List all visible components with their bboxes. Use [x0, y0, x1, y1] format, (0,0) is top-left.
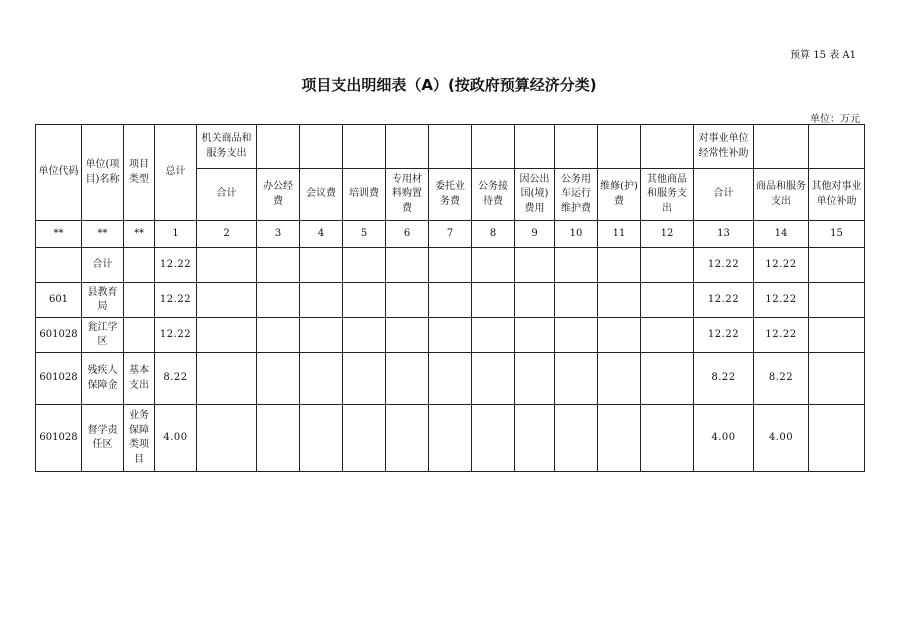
- page-title: 项目支出明细表（A）(按政府预算经济分类): [301, 76, 597, 94]
- header-office: 办公经费: [257, 169, 300, 221]
- header-repair: 维修(护)费: [598, 169, 641, 221]
- empty-cell: [429, 318, 472, 353]
- row-goods-services: 12.22: [754, 318, 809, 353]
- row-name: 督学责任区: [82, 405, 124, 472]
- empty-cell: [300, 405, 343, 472]
- empty-cell: [197, 353, 257, 405]
- index-cell: 7: [429, 221, 472, 248]
- empty-cell: [598, 248, 641, 283]
- empty-cell: [555, 405, 598, 472]
- row-code: 601028: [36, 353, 82, 405]
- row-type: 业务保障类项目: [124, 405, 155, 472]
- empty-cell: [343, 318, 386, 353]
- empty-cell: [515, 283, 555, 318]
- empty-cell: [472, 283, 515, 318]
- empty-cell: [809, 283, 865, 318]
- row-goods-services: 8.22: [754, 353, 809, 405]
- table-row: [36, 353, 865, 405]
- header-subsidy-total: 合计: [694, 169, 754, 221]
- row-code: [36, 248, 82, 283]
- index-cell: 4: [300, 221, 343, 248]
- row-total: 12.22: [155, 248, 197, 283]
- row-name: 合计: [82, 248, 124, 283]
- index-cell: 12: [641, 221, 694, 248]
- empty-cell: [555, 353, 598, 405]
- header-empty-cell: [386, 125, 429, 169]
- empty-cell: [641, 405, 694, 472]
- header-empty-cell: [641, 125, 694, 169]
- header-empty-cell: [472, 125, 515, 169]
- header-reception: 公务接待费: [472, 169, 515, 221]
- row-subsidy-total: 12.22: [694, 283, 754, 318]
- empty-cell: [598, 318, 641, 353]
- header-vehicle: 公务用车运行维护费: [555, 169, 598, 221]
- header-commission: 委托业务费: [429, 169, 472, 221]
- header-meeting: 会议费: [300, 169, 343, 221]
- empty-cell: [429, 283, 472, 318]
- empty-cell: [257, 283, 300, 318]
- row-subsidy-total: 4.00: [694, 405, 754, 472]
- header-empty-cell: [429, 125, 472, 169]
- row-total: 12.22: [155, 283, 197, 318]
- header-special-material: 专用材料购置费: [386, 169, 429, 221]
- index-cell: 6: [386, 221, 429, 248]
- row-code: 601028: [36, 318, 82, 353]
- index-cell: 9: [515, 221, 555, 248]
- empty-cell: [809, 405, 865, 472]
- empty-cell: [386, 353, 429, 405]
- empty-cell: [300, 318, 343, 353]
- header-empty-cell: [555, 125, 598, 169]
- empty-cell: [641, 318, 694, 353]
- header-unit-code: 单位代码: [36, 125, 82, 221]
- empty-cell: [197, 283, 257, 318]
- index-cell: 5: [343, 221, 386, 248]
- table-row: [36, 405, 865, 472]
- index-cell: 8: [472, 221, 515, 248]
- empty-cell: [343, 248, 386, 283]
- row-type: [124, 248, 155, 283]
- header-other-goods: 其他商品和服务支出: [641, 169, 694, 221]
- header-empty-cell: [343, 125, 386, 169]
- empty-cell: [386, 283, 429, 318]
- header-empty-cell: [257, 125, 300, 169]
- empty-cell: [429, 405, 472, 472]
- empty-cell: [641, 353, 694, 405]
- header-other-subsidy: 其他对事业单位补助: [809, 169, 865, 221]
- index-cell: 15: [809, 221, 865, 248]
- table-number: 预算 15 表 A1: [790, 50, 856, 61]
- index-cell: 13: [694, 221, 754, 248]
- index-cell: 10: [555, 221, 598, 248]
- row-name: 县教育局: [82, 283, 124, 318]
- empty-cell: [555, 283, 598, 318]
- empty-cell: [343, 283, 386, 318]
- index-cell: 3: [257, 221, 300, 248]
- empty-cell: [386, 318, 429, 353]
- row-type: 基本支出: [124, 353, 155, 405]
- empty-cell: [555, 318, 598, 353]
- table-row: [36, 248, 865, 283]
- empty-cell: [472, 405, 515, 472]
- header-goods-services: 商品和服务支出: [754, 169, 809, 221]
- index-cell: **: [36, 221, 82, 248]
- row-name: 残疾人保障金: [82, 353, 124, 405]
- expenditure-table: [35, 124, 865, 472]
- empty-cell: [598, 283, 641, 318]
- empty-cell: [197, 248, 257, 283]
- row-total: 8.22: [155, 353, 197, 405]
- empty-cell: [515, 248, 555, 283]
- empty-cell: [300, 353, 343, 405]
- index-cell: 2: [197, 221, 257, 248]
- empty-cell: [809, 248, 865, 283]
- header-empty-cell: [300, 125, 343, 169]
- row-type: [124, 318, 155, 353]
- header-group-subsidy: 对事业单位经常性补助: [694, 125, 754, 169]
- empty-cell: [197, 318, 257, 353]
- row-goods-services: 4.00: [754, 405, 809, 472]
- header-goods-total: 合计: [197, 169, 257, 221]
- index-cell: **: [124, 221, 155, 248]
- empty-cell: [257, 318, 300, 353]
- empty-cell: [300, 248, 343, 283]
- empty-cell: [809, 353, 865, 405]
- row-total: 12.22: [155, 318, 197, 353]
- empty-cell: [598, 405, 641, 472]
- index-cell: 14: [754, 221, 809, 248]
- header-empty-cell: [515, 125, 555, 169]
- index-cell: **: [82, 221, 124, 248]
- header-empty-cell: [598, 125, 641, 169]
- row-subsidy-total: 12.22: [694, 318, 754, 353]
- empty-cell: [386, 248, 429, 283]
- empty-cell: [386, 405, 429, 472]
- header-unit-name: 单位(项目)名称: [82, 125, 124, 221]
- empty-cell: [429, 248, 472, 283]
- table-row: [36, 318, 865, 353]
- empty-cell: [598, 353, 641, 405]
- index-cell: 1: [155, 221, 197, 248]
- header-training: 培训费: [343, 169, 386, 221]
- empty-cell: [515, 318, 555, 353]
- empty-cell: [515, 353, 555, 405]
- empty-cell: [809, 318, 865, 353]
- row-goods-services: 12.22: [754, 283, 809, 318]
- empty-cell: [257, 248, 300, 283]
- header-empty-cell: [754, 125, 809, 169]
- empty-cell: [300, 283, 343, 318]
- empty-cell: [343, 353, 386, 405]
- row-subsidy-total: 8.22: [694, 353, 754, 405]
- row-code: 601: [36, 283, 82, 318]
- empty-cell: [641, 283, 694, 318]
- header-total: 总计: [155, 125, 197, 221]
- empty-cell: [197, 405, 257, 472]
- empty-cell: [555, 248, 598, 283]
- header-project-type: 项目类型: [124, 125, 155, 221]
- empty-cell: [515, 405, 555, 472]
- table-row: [36, 283, 865, 318]
- header-group-goods: 机关商品和服务支出: [197, 125, 257, 169]
- empty-cell: [472, 353, 515, 405]
- row-subsidy-total: 12.22: [694, 248, 754, 283]
- empty-cell: [257, 353, 300, 405]
- row-goods-services: 12.22: [754, 248, 809, 283]
- header-abroad: 因公出国(境)费用: [515, 169, 555, 221]
- index-cell: 11: [598, 221, 641, 248]
- row-code: 601028: [36, 405, 82, 472]
- header-empty-cell: [809, 125, 865, 169]
- empty-cell: [641, 248, 694, 283]
- unit-label: 单位：万元: [810, 114, 860, 125]
- row-type: [124, 283, 155, 318]
- row-total: 4.00: [155, 405, 197, 472]
- empty-cell: [429, 353, 472, 405]
- empty-cell: [472, 248, 515, 283]
- empty-cell: [257, 405, 300, 472]
- row-name: 瓮江学区: [82, 318, 124, 353]
- empty-cell: [472, 318, 515, 353]
- empty-cell: [343, 405, 386, 472]
